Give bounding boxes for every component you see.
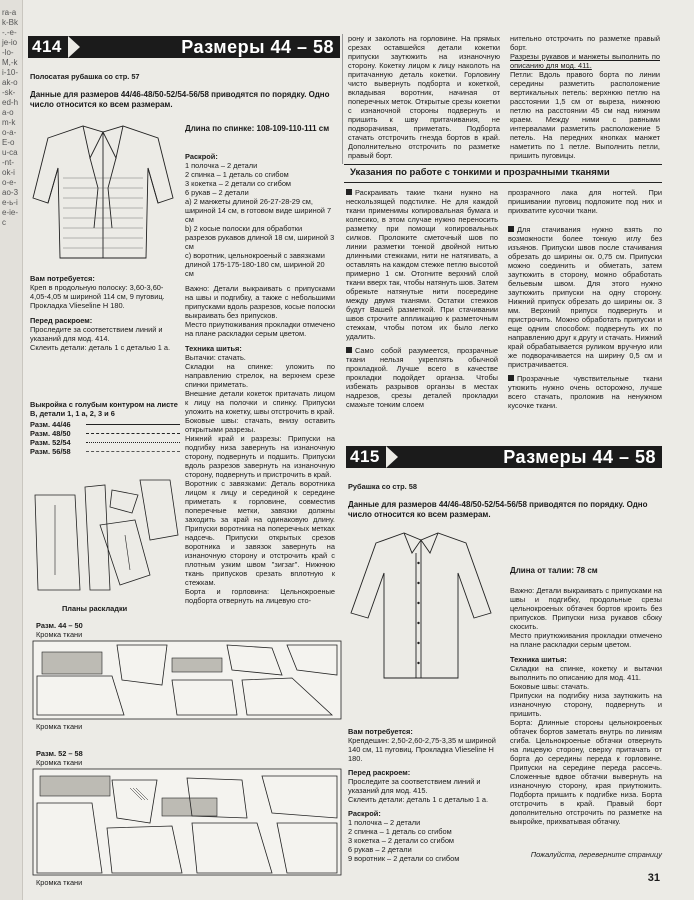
tip-text: Прозрачные чувствительные ткани утюжить нужно очень осторожно, лучше всего стачать, проложив на ненужном кусочке ткани.	[508, 374, 662, 410]
tech-step-415: Боковые швы: стачать.	[510, 682, 590, 691]
tech-step-415: Борта: Длинные стороны цельнокроеных обтачек бортов заметать внутрь по линиям сгиба. Цельнокроеные обтачки отвернуть на лицевую сторону, сверху притачать от борта до середины переда к горловине. Припуски на середине переда рассечь. Сложенные вдвое обтачки вывернуть на изнаночную сторону, края приутюжить. Подборта пришить к подгибке низа. Борта отстрочить в край. Правый борт дополнительно отстрочить по разметке на выкройке, прихватывая обтачку.	[510, 718, 662, 826]
model-number: 415	[350, 447, 380, 466]
before-title-415: Перед раскроем:	[348, 768, 411, 777]
tips-col-2	[508, 188, 662, 410]
before2-415: Склеить детали: деталь 1 с деталью 1 а.	[348, 795, 489, 804]
tech-title-415: Техника шитья:	[510, 655, 567, 664]
size-line	[86, 451, 180, 452]
shirt-415-illustration	[346, 528, 496, 688]
bullet-square	[508, 375, 514, 381]
cutting-title-415: Раскрой:	[348, 809, 381, 818]
tip-paragraph-4	[508, 225, 662, 369]
right-cont-b: Разрезы рукавов и манжеты выполнить по описанию для мод. 411.	[510, 52, 660, 70]
plan2-size: Разм. 52 – 58	[36, 749, 83, 758]
cutting-item-415: 2 спинка – 1 деталь со сгибом	[348, 827, 452, 836]
bullet-square	[346, 189, 352, 195]
tips-col-1	[346, 188, 498, 409]
column-divider	[342, 34, 343, 164]
tip-paragraph-5	[508, 374, 662, 410]
tech-step-415: Припуски на подгибку низа заутюжить на изнаночную сторону, подвернуть и пришить.	[510, 691, 662, 718]
important-415: Важно: Детали выкраивать с припусками на швы и подгибку, продольные срезы цельнокроеных обтачек бортов кроить без припусков. Припуски низа рукавов сбоку скосить.	[510, 586, 662, 631]
tip-paragraph-1	[346, 188, 498, 341]
need-title: Вам потребуется:	[30, 274, 95, 283]
cutting-item-415: 9 воротник – 2 детали со сгибом	[348, 854, 460, 863]
layout-plan-1	[32, 640, 342, 720]
page-number: 31	[647, 872, 660, 884]
tech-step: Нижний край и разрезы: Припуски на подгибку низа завернуть на изнаночную сторону, подвернуть и подшить. Припуски вдоль разрезов завернуть на изнаночную сторону, подвернуть и пристрочить в край.	[185, 434, 335, 479]
plan2-edge-label: Кромка ткани	[36, 758, 83, 767]
cutting-item: 3 кокетка – 2 детали со сгибом	[185, 179, 292, 188]
before-title: Перед раскроем:	[30, 316, 93, 325]
bullet-square	[508, 226, 514, 232]
need-title-415: Вам потребуется:	[348, 727, 413, 736]
size-line	[86, 433, 180, 434]
plan2-edge-label-2: Кромка ткани	[36, 878, 83, 887]
binding-spine	[0, 0, 23, 900]
layout-plan-2	[32, 768, 342, 876]
model415-materials	[348, 727, 498, 863]
model-number: 414	[32, 37, 62, 56]
tips-bottom-rule	[344, 182, 662, 183]
cutting-item: а) 2 манжеты длиной 26-27-28-29 см, шириной 14 см, в готовом виде шириной 7 см	[185, 197, 332, 224]
pattern-lines-title: Выкройка с голубым контуром на листе В, детали 1, 1 а, 2, 3 и 6	[30, 400, 178, 418]
section-header-415	[346, 446, 662, 468]
tip-text: Само собой разумеется, прозрачные ткани нельзя укреплять обычной прокладкой. Лучше всего в качестве прокладки подойдет органза. Чтобы избежать разрывов органзы в местах надрезов, срезы деталей прокладки смажьте тонким слоем	[346, 346, 498, 409]
shirt-illustration	[28, 118, 178, 268]
right-cont-a: нительно отстрочить по разметке правый борт.	[510, 34, 660, 52]
intro-text: Данные для размеров 44/46-48/50-52/54-56/58 приводятся по порядку. Одно число относится ко всем размерам.	[30, 90, 330, 109]
model415-instructions	[510, 586, 662, 826]
size-label: Разм. 48/50	[30, 429, 71, 438]
before-text: Проследите за соответствием линий и указаний для мод. 414.	[30, 325, 163, 343]
intro-415: Данные для размеров 44/46-48/50-52/54-56/58 приводятся по порядку. Одно число относится ко всем размерам.	[348, 500, 648, 519]
tip-text: Для стачивания нужно взять по возможности более тонкую иглу без изъянов. Припуски швов после стачивания обрезать до ширины ок. 0,75 см. Припуски можно соединить и обметать, затем заутюжить в сторону, можно обработать бельевым швом. Для этого нужно заутюжить припуски на одну сторону. Нижний припуск обрезать до ширины ок. 3 мм. Верхний припуск подвернуть и пристрочить. Можно обработать припуски и еще одним способом: подвернуть их по направлению друг к другу и стачать. Нижний край обрабатывается руликом вручную или же подворачивается на ширину 0,5 см и пристрачивается.	[508, 225, 662, 369]
tip-text: Раскраивать такие ткани нужно на нескользящей подстилке. Не для каждой ткани применимы копировальная бумага и колесико, в этом случае нужно переносить разметку при помощи копировальных силков. Проложите сметочный шов по линии разметки тонкой двойной нитью длинными стежками, нити не натягивать, а оставлять на каждом стежке петлю высотой примерно 1 см. Отогните верхний слой ткани вверх так, чтобы натянуть шов. Затем обрежьте натянутые нити посередине между двумя тканями. Остатки стежков будут Вашей разметкой. При стачивании швов строчите аппликацию к разметочным стежкам, чтобы потом их было легко удалить.	[346, 188, 498, 341]
continued-text-mid: рону и заколоть на горловине. На прямых срезах оставшейся детали кокетки припуски заутюжить на изнаночную сторону. Кокетку лицом к лицу наколоть на притачанную деталь кокетки. Горловину чисто вывернуть подборта и кокеткой, вкладывая воротник, начиная от поперечных меток. Открытые срезы кокетки с изнаночной стороны подвернуть и пришить к шву притачивания, не подворачивая, приметать. Подборта стачать отстрочить гнезда бортов в край. Дополнительно отстрочить по разметке правый борт.	[348, 34, 500, 160]
continued-text-right	[510, 34, 660, 160]
spine-text: ra-ak-Bk-.-e-je-io-lo-M,-ki-10-ak-o-sk-ed-ha-om-ko-a-E-ou-ca-nt-ok-io-e-ao-3e-ь-ie-ie-c	[2, 8, 19, 227]
waist-length: Длина от талии: 78 см	[510, 566, 598, 575]
cutting-item-415: 1 полочка – 2 детали	[348, 818, 421, 827]
tech-step-415: Складки на спинке, кокетку и вытачки выполнить по описанию для мод. 411.	[510, 664, 662, 682]
size-legend	[30, 420, 180, 456]
size-label: Разм. 56/58	[30, 447, 71, 456]
cutting-item: 6 рукав – 2 детали	[185, 188, 249, 197]
need-415: Крепдешин: 2,50-2,60-2,75-3,35 м шириной 140 см, 11 пуговиц. Прокладка Vlieseline H 180.	[348, 736, 496, 763]
tech-step: Вытачки: стачать.	[185, 353, 246, 362]
tech-step: Складки на спинке: уложить по направлению стрелок, на верхнем срезе спинки приметать.	[185, 362, 335, 389]
back-length: Длина по спинке: 108-109-110-111 см	[185, 124, 330, 133]
subtitle: Полосатая рубашка со стр. 57	[30, 72, 140, 81]
plans-title: Планы раскладки	[62, 604, 128, 613]
header-arrow	[68, 36, 80, 58]
cutting-item: 2 спинка – 1 деталь со сгибом	[185, 170, 289, 179]
tip-paragraph-2	[346, 346, 498, 409]
interfacing-415: Место приутюживания прокладки отмечено на плане раскладки серым цветом.	[510, 631, 662, 649]
cutting-item-415: 3 кокетка – 2 детали со сгибом	[348, 836, 455, 845]
tech-title: Техника шитья:	[185, 344, 242, 353]
header-title: Размеры 44 – 58	[181, 36, 334, 57]
plan1-edge-label: Кромка ткани	[36, 630, 83, 639]
size-line	[86, 442, 180, 443]
tips-top-rule	[344, 164, 662, 165]
tech-step: Борта и горловина: Цельнокроеные подборта отвернуть на лицевую сто-	[185, 587, 335, 605]
cutting-title: Раскрой:	[185, 152, 218, 161]
plan1-edge-label-2: Кромка ткани	[36, 722, 83, 731]
subtitle-415: Рубашка со стр. 58	[348, 482, 417, 491]
cutting-block	[185, 152, 335, 605]
tips-title: Указания по работе с тонкими и прозрачными тканями	[350, 167, 610, 178]
header-arrow	[386, 446, 398, 468]
important-note: Важно: Детали выкраивать с припусками на швы и подгибку, а также с небольшими припусками вдоль разрезов, косые полоски выкраивать без припусков.	[185, 284, 335, 320]
tech-step: Внешние детали кокеток притачать лицом к лицу на полочки и спинку. Припуски уложить на кокетку, швы отстрочить в край.	[185, 389, 335, 416]
cutting-item: b) 2 косые полоски для обработки разрезов рукавов длиной 18 см, шириной 3 см	[185, 224, 335, 251]
tech-step: Воротник с завязками: Деталь воротника лицом к лицу и серединой к середине приметать к горловине, совместив поперечные метки, завязки должны заходить за край на одинаковую длину. Припуски воротника на поперечных метках надсечь. Припуски открытых срезов воротника и завязок завернуть на изнаночную сторону и отстрочить край с плотным узким швом "зигзаг". Нижнюю ткань припусков срезать вплотную к стежкам.	[185, 479, 335, 587]
section-header-414	[28, 36, 340, 58]
size-label: Разм. 44/46	[30, 420, 71, 429]
before-text-2: Склеить детали: деталь 1 с деталью 1 а.	[30, 343, 171, 352]
cutting-item-415: 6 рукав – 2 детали	[348, 845, 412, 854]
turn-page-note: Пожалуйста, переверните страницу	[530, 850, 662, 859]
interfacing-note: Место приутюживания прокладки отмечено на плане раскладки серым цветом.	[185, 320, 335, 338]
before-415: Проследите за соответствием линий и указаний для мод. 415.	[348, 777, 481, 795]
cutting-item: 1 полочка – 2 детали	[185, 161, 258, 170]
pattern-pieces-diagram	[30, 475, 185, 595]
plan1-size: Разм. 44 – 50	[36, 621, 83, 630]
materials-block	[30, 274, 178, 352]
size-label: Разм. 52/54	[30, 438, 71, 447]
right-cont-c: Петли: Вдоль правого борта по линии середины разметить расположение вертикальных петель: верхнюю петлю на расстоянии 1,5 см от выреза, нижнюю петлю на расстоянии 45 см над нижним краем. Между ними с равными интервалами разметить расположение 5 петель. На передних кнопках манжет наметить по 1 петле. Выполнить петли, пришить пуговицы.	[510, 70, 660, 160]
bullet-square	[346, 347, 352, 353]
tech-step: Боковые швы: стачать, внизу оставить открытыми разрезы.	[185, 416, 335, 434]
cutting-item: c) воротник, цельнокроеный с завязками длиной 175-175-180-180 см, шириной 20 см	[185, 251, 325, 278]
size-line	[86, 424, 180, 425]
need-text: Креп в продольную полоску: 3,60-3,60-4,05-4,05 м шириной 114 см, 9 пуговиц. Прокладка Vlieseline H 180.	[30, 283, 165, 310]
header-title: Размеры 44 – 58	[503, 446, 656, 467]
tip-text: прозрачного лака для ногтей. При пришивании пуговиц подложите под них и прихватите кусочки ткани.	[508, 188, 662, 215]
